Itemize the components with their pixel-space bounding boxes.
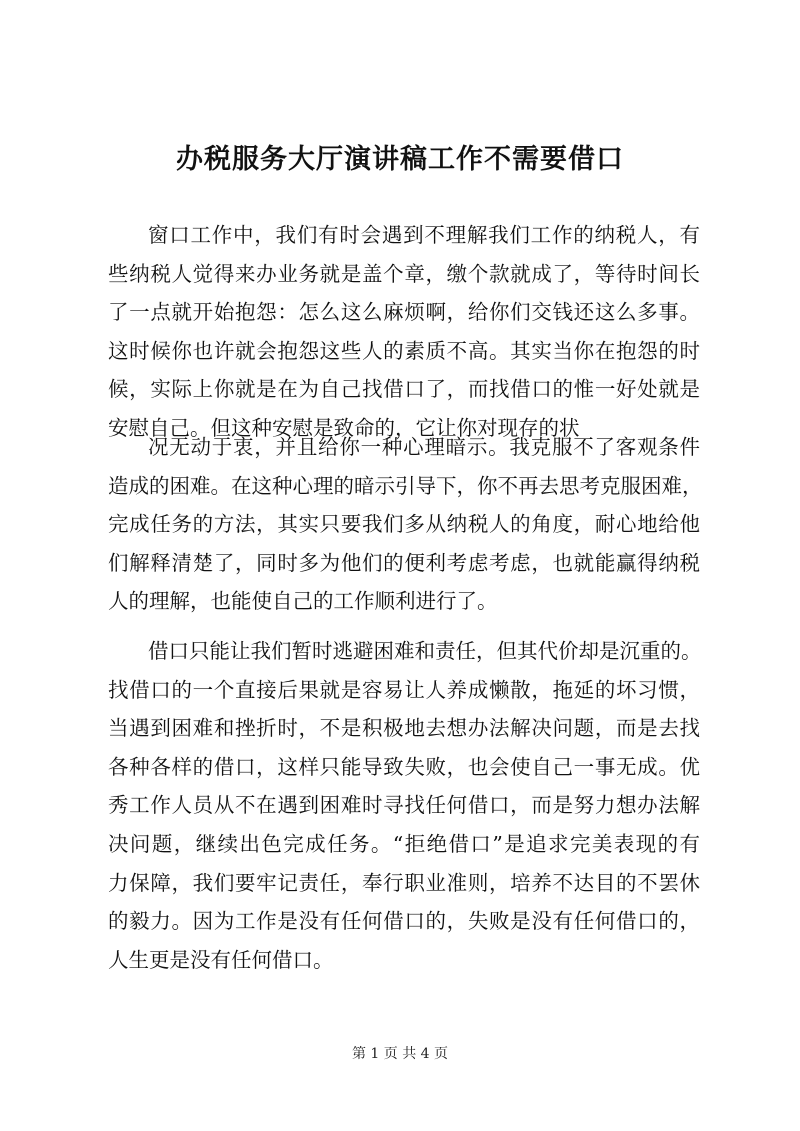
document-title: 办税服务大厅演讲稿工作不需要借口 — [176, 144, 624, 175]
paragraph-line: 当遇到困难和挫折时，不是积极地去想办法解决问题，而是去找 — [108, 716, 700, 741]
paragraph-line: 力保障，我们要牢记责任，奉行职业准则，培养不达目的不罢休 — [108, 870, 700, 895]
paragraph-line: 的毅力。因为工作是没有任何借口的，失败是没有任何借口的， — [108, 909, 700, 934]
paragraph-line: 些纳税人觉得来办业务就是盖个章，缴个款就成了，等待时间长 — [108, 261, 700, 286]
page-number-footer: 第 1 页 共 4 页 — [351, 1046, 449, 1062]
paragraph-line: 各种各样的借口，这样只能导致失败，也会使自己一事无成。优 — [108, 754, 700, 779]
paragraph-line: 这时候你也许就会抱怨这些人的素质不高。其实当你在抱怨的时 — [108, 338, 700, 363]
paragraph-line: 们解释清楚了，同时多为他们的便利考虑考虑，也就能赢得纳税 — [108, 550, 700, 575]
paragraph-line: 人的理解，也能使自己的工作顺利进行了。 — [108, 589, 498, 614]
paragraph-line: 造成的困难。在这种心理的暗示引导下，你不再去思考克服困难， — [108, 473, 703, 498]
paragraph-line: 决问题，继续出色完成任务。“拒绝借口”是追求完美表现的有 — [108, 831, 700, 856]
paragraph-line: 借口只能让我们暂时逃避困难和责任，但其代价却是沉重的。 — [148, 639, 702, 663]
paragraph-line: 窗口工作中，我们有时会遇到不理解我们工作的纳税人，有 — [148, 223, 700, 247]
paragraph-line: 人生更是没有任何借口。 — [108, 947, 334, 972]
paragraph-2 — [108, 428, 703, 621]
paragraph-3 — [108, 632, 700, 979]
paragraph-line: 完成任务的方法，其实只要我们多从纳税人的角度，耐心地给他 — [108, 512, 700, 537]
paragraph-line: 候，实际上你就是在为自己找借口了，而找借口的惟一好处就是 — [108, 377, 700, 402]
paragraph-line: 了一点就开始抱怨：怎么这么麻烦啊，给你们交钱还这么多事。 — [108, 300, 700, 325]
paragraph-line: 找借口的一个直接后果就是容易让人养成懒散，拖延的坏习惯， — [108, 677, 700, 702]
paragraph-line: 安慰自己。但这种安慰是致命的，它让你对现存的状 — [108, 415, 580, 440]
paragraph-1 — [108, 216, 700, 448]
paragraph-line: 秀工作人员从不在遇到困难时寻找任何借口，而是努力想办法解 — [108, 793, 700, 818]
paragraph-line: 况无动于衷，并且给你一种心理暗示。我克服不了客观条件 — [148, 435, 700, 459]
